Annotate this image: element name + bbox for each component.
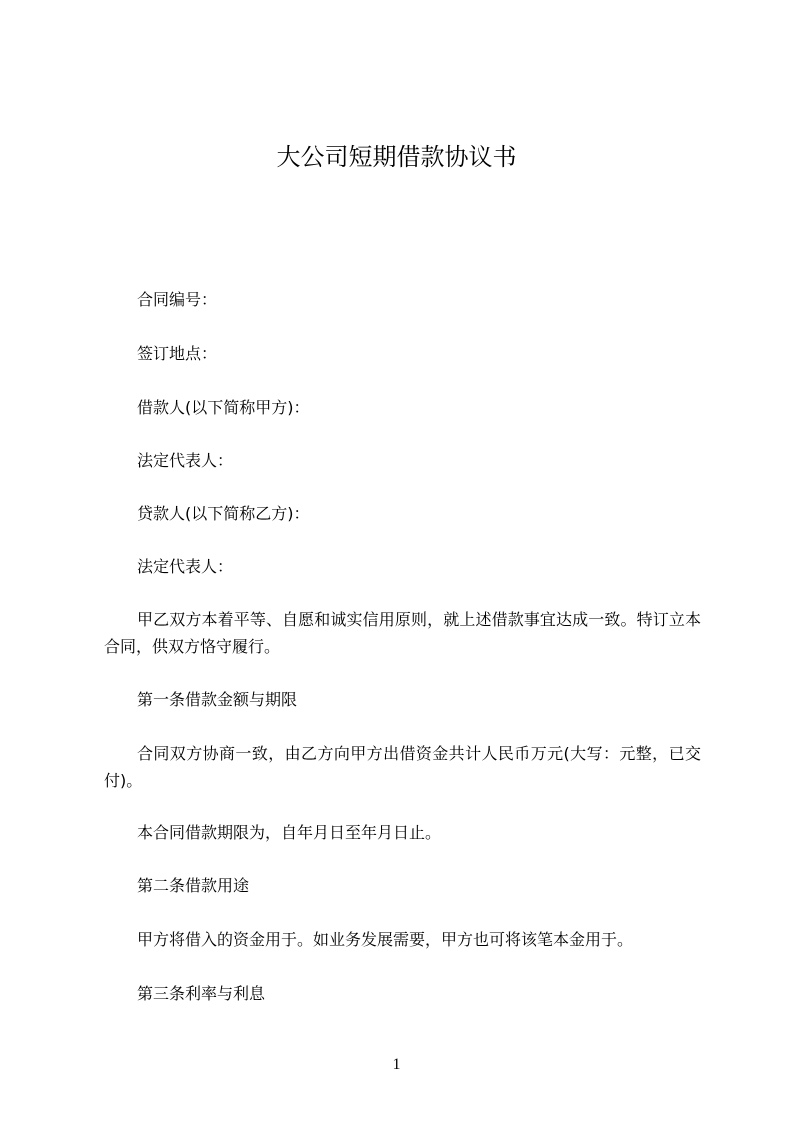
loan-purpose-paragraph	[104, 926, 700, 953]
paragraph-line: 贷款人(以下简称乙方)：	[137, 504, 310, 523]
paragraph-line: 法定代表人：	[137, 557, 234, 576]
paragraph-line: 第一条借款金额与期限	[137, 690, 298, 709]
paragraph-line: 本合同借款期限为，自年月日至年月日止。	[137, 823, 442, 842]
paragraph-line: 第三条利率与利息	[137, 984, 266, 1003]
signing-location-field	[104, 340, 700, 367]
document-title: 大公司短期借款协议书	[276, 143, 517, 171]
page-number: 1	[392, 1056, 401, 1073]
paragraph-line: 付)。	[104, 771, 143, 790]
paragraph-line: 第二条借款用途	[137, 876, 250, 895]
borrower-field	[104, 394, 700, 421]
lender-legal-representative-field	[104, 553, 700, 580]
paragraph-line: 合同编号：	[137, 290, 218, 309]
preamble-paragraph	[104, 606, 700, 660]
contract-number-field	[104, 286, 700, 313]
loan-term-paragraph	[104, 819, 700, 846]
paragraph-line: 甲方将借入的资金用于。如业务发展需要，甲方也可将该笔本金用于。	[137, 930, 634, 949]
borrower-legal-representative-field	[104, 447, 700, 474]
article-2-heading	[104, 872, 700, 899]
loan-amount-paragraph	[104, 740, 700, 794]
article-1-heading	[104, 686, 700, 713]
paragraph-line: 借款人(以下简称甲方)：	[137, 398, 310, 417]
lender-field	[104, 500, 700, 527]
paragraph-line: 签订地点：	[137, 344, 218, 363]
paragraph-line: 甲乙双方本着平等、自愿和诚实信用原则，就上述借款事宜达成一致。特订立本	[137, 610, 701, 629]
article-3-heading	[104, 980, 700, 1007]
paragraph-line: 合同，供双方恪守履行。	[104, 637, 281, 656]
paragraph-line: 法定代表人：	[137, 451, 234, 470]
paragraph-line: 合同双方协商一致，由乙方向甲方出借资金共计人民币万元(大写：元整，已交	[137, 744, 701, 763]
